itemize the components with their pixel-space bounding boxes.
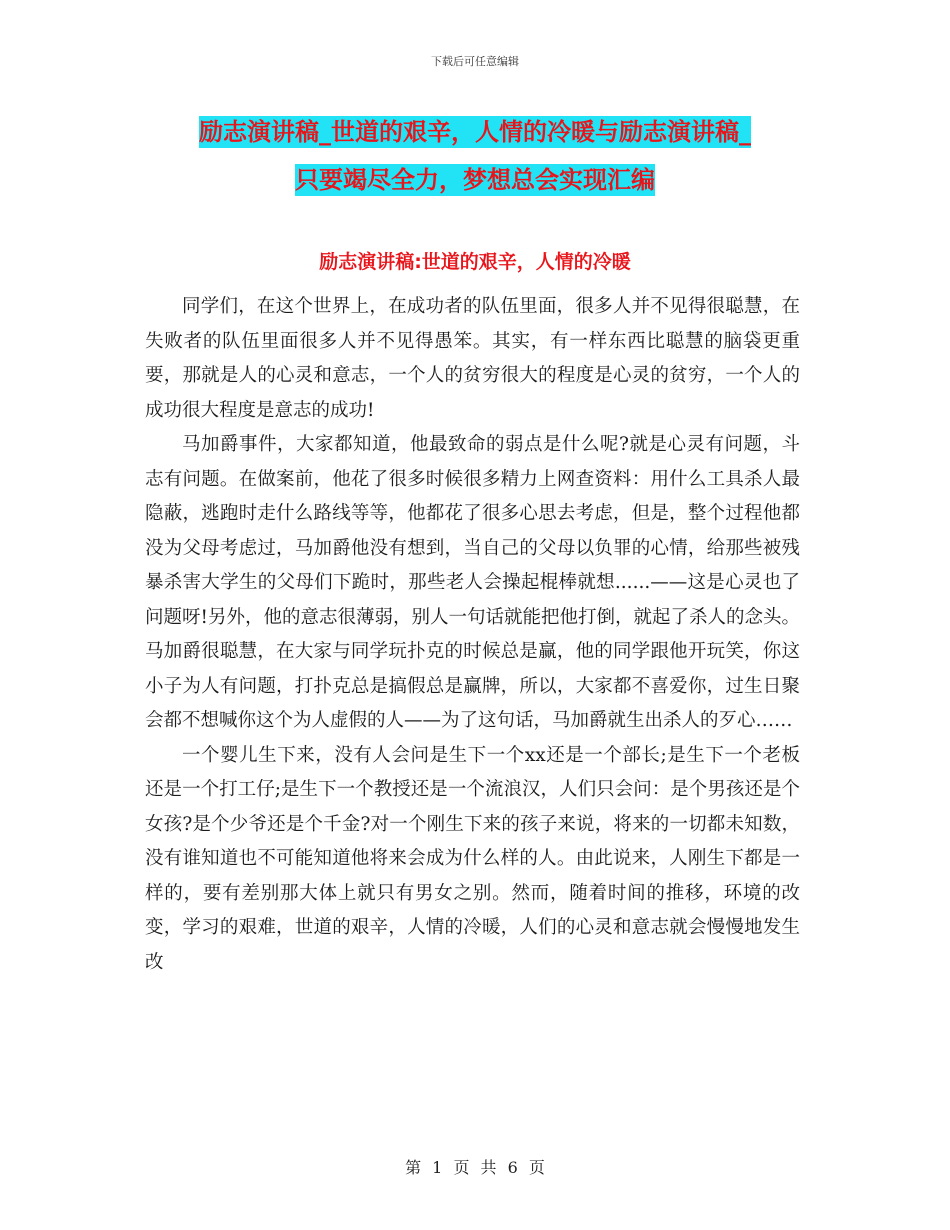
section-title: 励志演讲稿:世道的艰辛，人情的冷暖: [319, 251, 631, 273]
document-title-line2: 只要竭尽全力，梦想总会实现汇编: [295, 166, 655, 194]
document-title: [0, 108, 950, 204]
paragraph: 马加爵事件，大家都知道，他最致命的弱点是什么呢?就是心灵有问题，斗志有问题。在做案前，他花了很多时候很多精力上网查资料：用什么工具杀人最隐蔽，逃跑时走什么路线等等，他都花了很多心思去考虑，但是，整个过程他都没为父母考虑过，马加爵他没有想到，当自己的父母以负罪的心情，给那些被残暴杀害大学生的父母们下跪时，那些老人会操起棍棒就想......——这是心灵也了问题呀!另外，他的意志很薄弱，别人一句话就能把他打倒，就起了杀人的念头。马加爵很聪慧，在大家与同学玩扑克的时候总是赢，他的同学跟他开玩笑，你这小子为人有问题，打扑克总是搞假总是赢牌，所以，大家都不喜爱你，过生日聚会都不想喊你这个为人虚假的人——为了这句话，马加爵就生出杀人的歹心……: [145, 434, 800, 731]
paragraph: 同学们，在这个世界上，在成功者的队伍里面，很多人并不见得很聪慧，在失败者的队伍里面很多人并不见得愚笨。其实，有一样东西比聪慧的脑袋更重要，那就是人的心灵和意志，一个人的贫穷很大的程度是心灵的贫穷，一个人的成功很大程度是意志的成功!: [145, 296, 800, 421]
page-footer: 第 1 页 共 6 页: [405, 1158, 545, 1177]
header-note: 下载后可任意编辑: [431, 55, 519, 68]
body-text: [145, 290, 800, 980]
paragraph: 一个婴儿生下来，没有人会问是生下一个xx还是一个部长;是生下一个老板还是一个打工仔;是生下一个教授还是一个流浪汉，人们只会问：是个男孩还是个女孩?是个少爷还是个千金?对一个刚生下来的孩子来说，将来的一切都未知数，没有谁知道也不可能知道他将来会成为什么样的人。由此说来，人刚生下都是一样的，要有差别那大体上就只有男女之别。然而，随着时间的推移，环境的改变，学习的艰难，世道的艰辛，人情的冷暖，人们的心灵和意志就会慢慢地发生改: [145, 744, 800, 973]
document-title-line1: 励志演讲稿_世道的艰辛，人情的冷暖与励志演讲稿_: [199, 118, 751, 146]
